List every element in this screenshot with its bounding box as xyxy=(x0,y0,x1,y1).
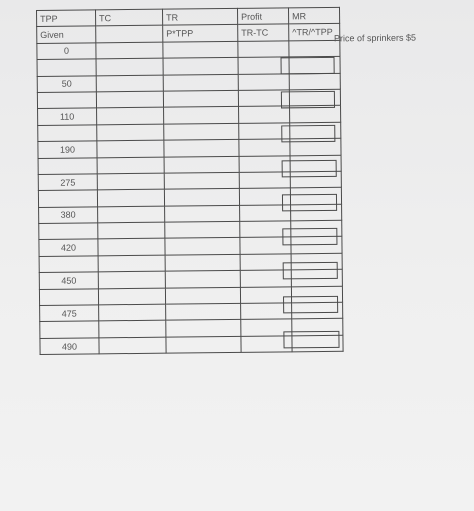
cell-tr[interactable] xyxy=(164,172,239,189)
cell-tc[interactable] xyxy=(97,157,164,174)
cell-tr[interactable] xyxy=(165,271,240,288)
cell-tpp: 475 xyxy=(40,305,99,322)
cell-tc[interactable] xyxy=(98,288,165,305)
mr-entry-box[interactable] xyxy=(282,194,337,212)
mr-entry-box[interactable] xyxy=(282,228,337,246)
mr-entry-box[interactable] xyxy=(282,159,337,177)
price-note: Price of sprinkers $5 xyxy=(333,32,417,44)
subheader-tc xyxy=(96,26,163,43)
cell-tr[interactable] xyxy=(163,58,238,75)
cell-tr[interactable] xyxy=(166,336,241,353)
cell-tc[interactable] xyxy=(99,321,166,338)
cell-tc[interactable] xyxy=(97,140,164,157)
cell-tc[interactable] xyxy=(97,108,164,125)
cell-tc[interactable] xyxy=(97,173,164,190)
header-tr: TR xyxy=(162,8,237,25)
cell-tr[interactable] xyxy=(165,205,240,222)
cell-tc[interactable] xyxy=(96,91,163,108)
cell-tpp: 490 xyxy=(40,338,99,355)
cell-tpp: 0 xyxy=(37,43,96,60)
cell-tpp: 110 xyxy=(38,108,97,125)
subheader-tr: P*TPP xyxy=(163,25,238,42)
header-tc: TC xyxy=(96,9,163,26)
cell-tc[interactable] xyxy=(98,239,165,256)
cell-tr[interactable] xyxy=(164,189,239,206)
mr-entry-box[interactable] xyxy=(283,330,339,348)
cell-tpp[interactable] xyxy=(39,223,98,240)
cell-tc[interactable] xyxy=(97,124,164,141)
cell-tr[interactable] xyxy=(166,320,241,337)
cell-tpp[interactable] xyxy=(38,190,97,207)
cell-tpp: 50 xyxy=(37,75,96,92)
mr-entry-box[interactable] xyxy=(283,296,339,314)
cell-tc[interactable] xyxy=(98,255,165,272)
cell-tpp: 380 xyxy=(39,207,98,224)
cell-mr[interactable] xyxy=(289,40,340,57)
header-tpp: TPP xyxy=(37,10,96,27)
cell-tr[interactable] xyxy=(163,41,238,58)
cell-profit[interactable] xyxy=(239,106,290,123)
cell-tpp[interactable] xyxy=(39,289,98,306)
cell-tr[interactable] xyxy=(163,74,238,91)
cell-tr[interactable] xyxy=(164,140,239,157)
cell-tpp[interactable] xyxy=(38,125,97,142)
cell-tc[interactable] xyxy=(96,58,163,75)
cell-tc[interactable] xyxy=(98,206,165,223)
cell-tpp: 190 xyxy=(38,141,97,158)
mr-entry-box[interactable] xyxy=(281,91,335,109)
cell-tc[interactable] xyxy=(98,222,165,239)
mr-entry-box[interactable] xyxy=(283,262,338,280)
cell-mr[interactable] xyxy=(289,73,340,90)
cell-tr[interactable] xyxy=(165,287,240,304)
cell-tr[interactable] xyxy=(165,221,240,238)
cell-tc[interactable] xyxy=(97,189,164,206)
cell-tc[interactable] xyxy=(96,75,163,92)
cell-tpp[interactable] xyxy=(37,92,96,109)
cell-profit[interactable] xyxy=(238,73,289,90)
mr-entry-box[interactable] xyxy=(281,125,336,143)
subheader-tpp: Given xyxy=(37,26,96,43)
cell-tpp[interactable] xyxy=(40,321,99,338)
subheader-mr: ^TR/^TPP xyxy=(289,24,340,41)
header-profit: Profit xyxy=(237,8,288,25)
cell-tc[interactable] xyxy=(99,304,166,321)
cell-tpp: 275 xyxy=(38,174,97,191)
cell-tpp[interactable] xyxy=(37,59,96,76)
cell-tpp[interactable] xyxy=(39,256,98,273)
cell-tr[interactable] xyxy=(165,238,240,255)
cell-tpp: 420 xyxy=(39,239,98,256)
cell-tpp: 450 xyxy=(39,272,98,289)
cell-tc[interactable] xyxy=(99,337,166,354)
cell-tr[interactable] xyxy=(164,123,239,140)
cell-tc[interactable] xyxy=(96,42,163,59)
cell-tr[interactable] xyxy=(166,303,241,320)
header-mr: MR xyxy=(288,7,339,24)
mr-entry-box[interactable] xyxy=(281,57,335,75)
subheader-profit: TR-TC xyxy=(238,24,289,41)
cell-tr[interactable] xyxy=(164,156,239,173)
cell-tr[interactable] xyxy=(163,90,238,107)
production-table-sheet xyxy=(36,7,354,384)
cell-tpp[interactable] xyxy=(38,157,97,174)
cell-tr[interactable] xyxy=(164,107,239,124)
cell-profit[interactable] xyxy=(238,41,289,58)
cell-tc[interactable] xyxy=(98,271,165,288)
cell-tr[interactable] xyxy=(165,254,240,271)
